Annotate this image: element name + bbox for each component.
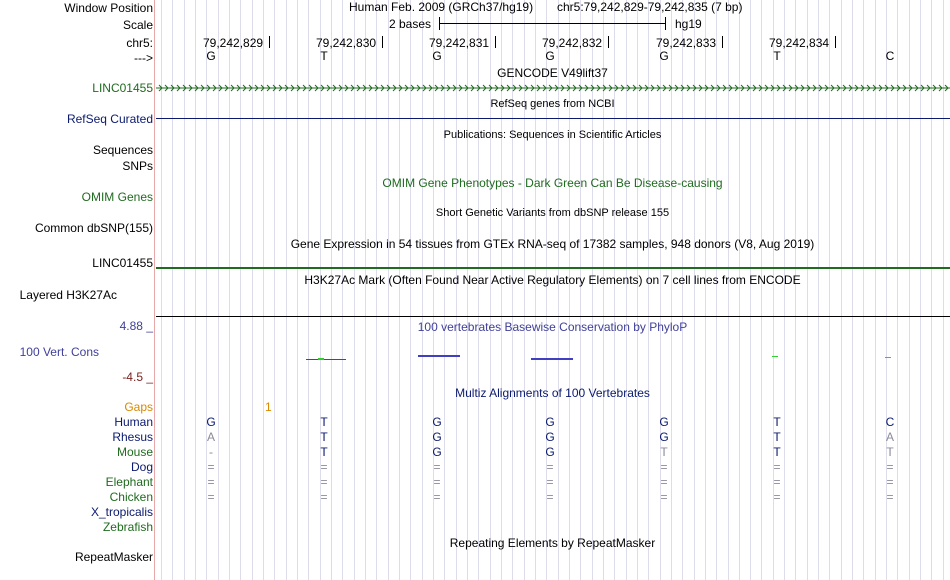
alignment-base: T <box>660 445 668 459</box>
alignment-base: = <box>320 475 328 489</box>
omim-track-title: OMIM Gene Phenotypes - Dark Green Can Be Disease-causing <box>382 176 723 190</box>
alignment-base: - <box>209 445 213 459</box>
alignment-base: T <box>773 430 781 444</box>
alignment-base: = <box>546 460 554 474</box>
alignment-base: = <box>433 490 441 504</box>
alignment-base: G <box>545 430 555 444</box>
alignment-base: G <box>432 445 442 459</box>
alignment-base: = <box>773 490 781 504</box>
ruler-tick <box>269 36 270 48</box>
base-letter: T <box>320 49 328 63</box>
phylop-signal[interactable] <box>156 350 950 364</box>
scale-label: Scale <box>122 18 153 32</box>
alignment-base: = <box>660 490 668 504</box>
alignment-base: = <box>320 460 328 474</box>
ruler-tick <box>382 36 383 48</box>
scale-bar <box>439 23 665 24</box>
ruler-position-label: 79,242,832 <box>542 36 603 50</box>
alignment-base: G <box>659 430 669 444</box>
track-label-snps[interactable]: SNPs <box>122 159 153 173</box>
base-letter: C <box>885 49 895 63</box>
cons-min-value: -4.5 _ <box>122 370 153 384</box>
window-position-label: Window Position <box>64 1 153 15</box>
alignment-base: = <box>886 490 894 504</box>
species-human[interactable]: Human <box>114 415 153 429</box>
ruler-position-label: 79,242,831 <box>429 36 490 50</box>
species-dog[interactable]: Dog <box>130 460 153 474</box>
alignment-base: G <box>206 415 216 429</box>
gencode-transcript[interactable] <box>156 82 950 94</box>
alignment-base: = <box>773 460 781 474</box>
refseq-gene-line[interactable] <box>156 118 950 119</box>
refseq-track-title: RefSeq genes from NCBI <box>490 98 615 110</box>
alignment-base: T <box>886 445 894 459</box>
cons-max-value: 4.88 _ <box>119 319 153 333</box>
species-elephant[interactable]: Elephant <box>105 475 153 489</box>
species-mouse[interactable]: Mouse <box>116 445 153 459</box>
ruler-position-label: 79,242,833 <box>656 36 717 50</box>
alignment-base: T <box>773 415 781 429</box>
track-label-sequences[interactable]: Sequences <box>92 143 153 157</box>
dbsnp-track-title: Short Genetic Variants from dbSNP release 155 <box>435 207 670 219</box>
position-title: chr5:79,242,829-79,242,835 (7 bp) <box>557 0 743 14</box>
base-letter: G <box>659 49 669 63</box>
alignment-base: A <box>206 430 215 444</box>
multiz-track-title: Multiz Alignments of 100 Vertebrates <box>455 386 650 400</box>
alignment-base: G <box>545 415 555 429</box>
track-label-dbsnp[interactable]: Common dbSNP(155) <box>34 221 153 235</box>
alignment-base: A <box>885 430 894 444</box>
gtex-track-title: Gene Expression in 54 tissues from GTEx RNA-seq of 17382 samples, 948 donors (V8, Aug 2019) <box>290 237 815 251</box>
h3k27ac-track-title: H3K27Ac Mark (Often Found Near Active Regulatory Elements) on 7 cell lines from ENCODE <box>304 273 801 287</box>
label-separator <box>154 0 155 580</box>
base-letter: G <box>206 49 216 63</box>
alignment-base: = <box>546 475 554 489</box>
strand-label: ---> <box>134 51 153 65</box>
alignment-base: T <box>320 445 328 459</box>
chrom-label: chr5: <box>126 36 153 50</box>
scale-bar-left-tick <box>439 17 440 30</box>
assembly-title: Human Feb. 2009 (GRCh37/hg19) <box>349 0 534 14</box>
base-letter: T <box>773 49 781 63</box>
track-label-repeatmasker[interactable]: RepeatMasker <box>74 550 153 564</box>
alignment-base: G <box>432 430 442 444</box>
alignment-base: = <box>546 490 554 504</box>
track-label-refseq[interactable]: RefSeq Curated <box>66 112 153 126</box>
alignment-base: = <box>433 475 441 489</box>
alignment-base: C <box>885 415 895 429</box>
track-label-omim[interactable]: OMIM Genes <box>81 190 153 204</box>
scale-bases: 2 bases <box>389 17 432 31</box>
alignment-base: G <box>432 415 442 429</box>
ruler-tick <box>495 36 496 48</box>
publications-track-title: Publications: Sequences in Scientific Articles <box>443 129 662 141</box>
track-label-conservation[interactable]: 100 Vert. Cons <box>19 345 99 359</box>
alignment-base: = <box>773 475 781 489</box>
alignment-base: T <box>320 415 328 429</box>
gtex-gene-bar[interactable] <box>156 267 950 269</box>
repeatmasker-track-title: Repeating Elements by RepeatMasker <box>449 536 656 550</box>
track-label-gtex[interactable]: LINC01455 <box>92 256 153 270</box>
track-label-gencode[interactable]: LINC01455 <box>92 81 153 95</box>
ruler-tick <box>608 36 609 48</box>
track-labels-panel <box>0 0 153 580</box>
alignment-base: = <box>886 475 894 489</box>
alignment-base: = <box>433 460 441 474</box>
ruler-tick <box>722 36 723 48</box>
alignment-base: = <box>207 475 215 489</box>
alignment-base: T <box>320 430 328 444</box>
scale-db: hg19 <box>675 17 702 31</box>
phylop-track-title: 100 vertebrates Basewise Conservation by PhyloP <box>417 320 688 334</box>
alignment-base: G <box>659 415 669 429</box>
gaps-count: 1 <box>265 400 272 414</box>
track-label-h3k27ac[interactable]: Layered H3K27Ac <box>19 288 117 302</box>
alignment-base: = <box>660 475 668 489</box>
ruler-position-label: 79,242,830 <box>316 36 377 50</box>
alignment-base: T <box>773 445 781 459</box>
ruler-position-label: 79,242,829 <box>203 36 264 50</box>
scale-bar-right-tick <box>665 17 666 30</box>
alignment-base: = <box>886 460 894 474</box>
species-zebrafish[interactable]: Zebrafish <box>102 520 153 534</box>
base-letter: G <box>545 49 555 63</box>
alignment-base: = <box>320 490 328 504</box>
ruler-position-label: 79,242,834 <box>769 36 830 50</box>
species-chicken[interactable]: Chicken <box>109 490 153 504</box>
alignment-base: = <box>660 460 668 474</box>
track-label-gaps[interactable]: Gaps <box>124 400 153 414</box>
species-rhesus[interactable]: Rhesus <box>112 430 153 444</box>
gencode-track-title: GENCODE V49lift37 <box>497 66 608 80</box>
alignment-base: G <box>545 445 555 459</box>
ruler-tick <box>835 36 836 48</box>
alignment-base: = <box>207 490 215 504</box>
species-x-tropicalis[interactable]: X_tropicalis <box>90 505 153 519</box>
h3k27ac-baseline <box>156 316 950 317</box>
base-letter: G <box>432 49 442 63</box>
alignment-base: = <box>207 460 215 474</box>
